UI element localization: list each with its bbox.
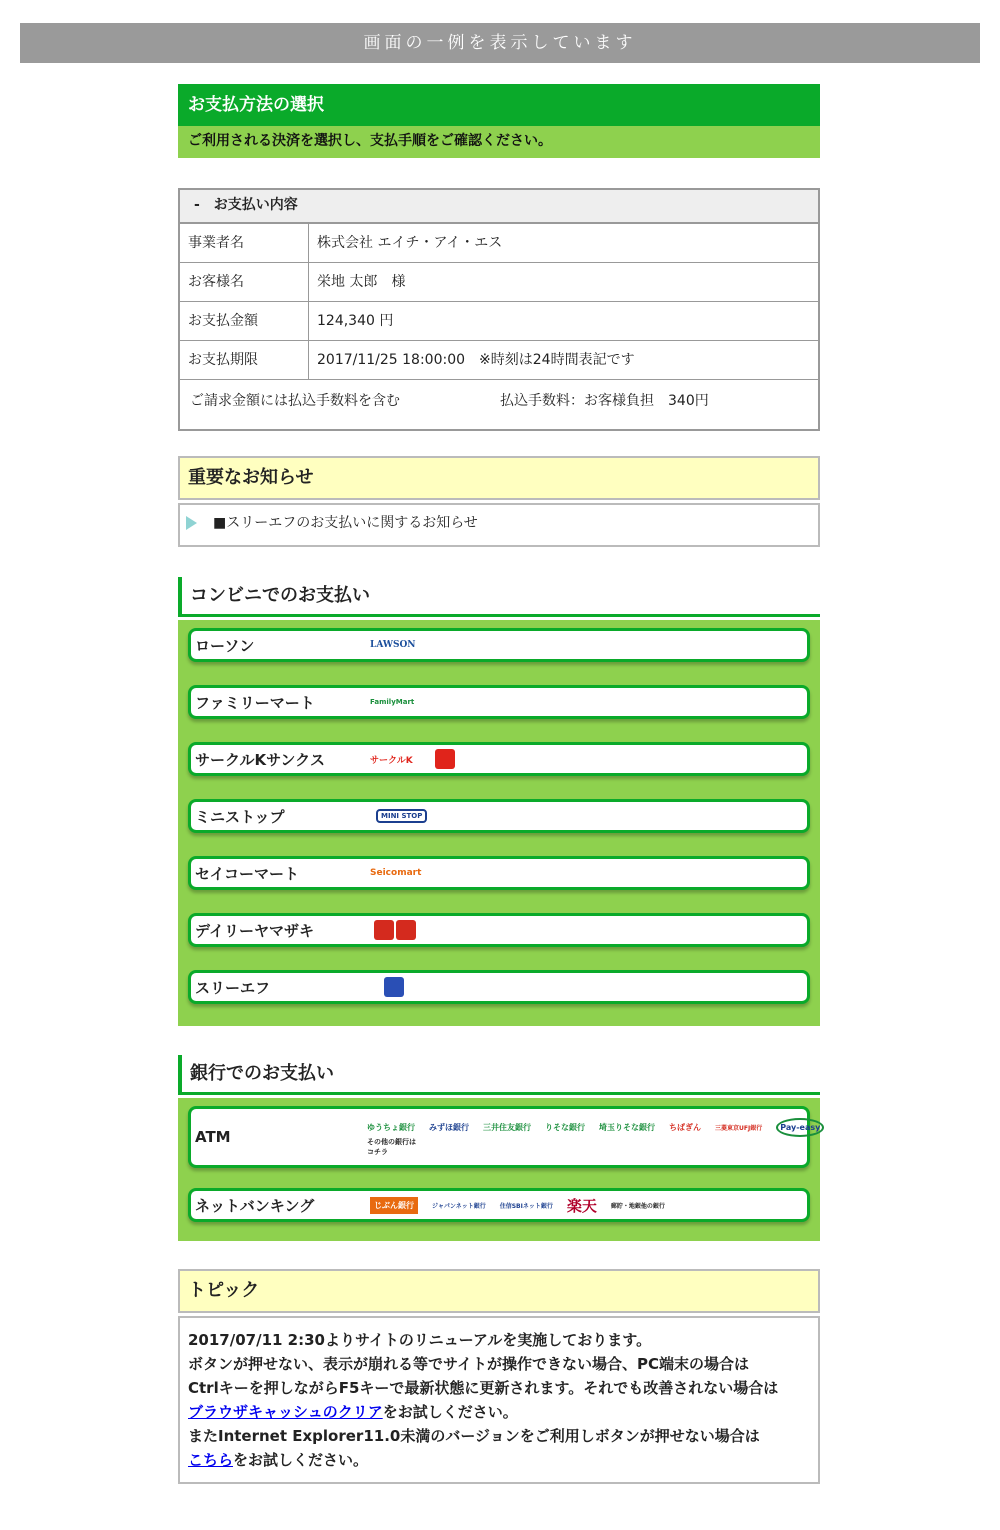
table-row bbox=[180, 341, 818, 380]
jibun-bank-logo: じぶん銀行 bbox=[370, 1197, 418, 1214]
fee-amount: 払込手数料：お客様負担 340円 bbox=[500, 393, 709, 409]
fee-note: ご請求金額には払込手数料を含む bbox=[190, 393, 400, 409]
saitama-resona-logo: 埼玉りそな銀行 bbox=[599, 1122, 655, 1132]
bank-title: 銀行でのお支払い bbox=[178, 1055, 820, 1095]
sbi-bank-logo: 住信SBIネット銀行 bbox=[499, 1202, 553, 1210]
store-name: ローソン bbox=[195, 636, 255, 655]
topic-line: をお試しください。 bbox=[382, 1403, 518, 1421]
important-item-label: ■スリーエフのお支払いに関するお知らせ bbox=[213, 515, 478, 531]
threef-logo bbox=[384, 977, 404, 997]
store-name: セイコーマート bbox=[195, 864, 299, 883]
other-banks-link[interactable]: その他の銀行はコチラ bbox=[367, 1137, 416, 1156]
important-notice bbox=[178, 456, 820, 547]
table-row bbox=[180, 224, 818, 263]
row-label: お客様名 bbox=[180, 263, 309, 301]
topic-body bbox=[178, 1316, 820, 1484]
payment-method-header bbox=[178, 84, 820, 158]
row-label: お支払金額 bbox=[180, 302, 309, 340]
important-title: 重要なお知らせ bbox=[178, 456, 820, 500]
bank-section bbox=[178, 1055, 820, 1241]
arrow-right-icon bbox=[186, 516, 197, 530]
topic-line: ボタンが押せない、表示が崩れる等でサイトが操作できない場合、PC端末の場合は bbox=[188, 1355, 749, 1373]
bank-panel bbox=[178, 1098, 820, 1241]
store-button-familymart[interactable] bbox=[188, 685, 810, 719]
payment-method-subtitle: ご利用される決済を選択し、支払手順をご確認ください。 bbox=[178, 126, 820, 158]
topic-line: Ctrlキーを押しながらF5キーで最新状態に更新されます。それでも改善されない場合は bbox=[188, 1379, 779, 1397]
store-name: ミニストップ bbox=[195, 807, 285, 826]
store-name: サークルKサンクス bbox=[195, 750, 325, 769]
circlek-logo: サークルK bbox=[370, 755, 413, 766]
important-item[interactable] bbox=[178, 503, 820, 547]
convenience-section bbox=[178, 577, 820, 1026]
topic-line: をお試しください。 bbox=[233, 1451, 369, 1469]
topic-section bbox=[178, 1269, 820, 1484]
convenience-title: コンビニでのお支払い bbox=[178, 577, 820, 617]
store-button-dailyyamazaki[interactable] bbox=[188, 913, 810, 947]
cache-clear-link[interactable]: ブラウザキャッシュのクリア bbox=[188, 1403, 383, 1421]
rakuten-logo: 楽天 bbox=[566, 1196, 597, 1215]
store-button-circlek[interactable] bbox=[188, 742, 810, 776]
store-name: スリーエフ bbox=[195, 978, 271, 997]
atm-button[interactable] bbox=[188, 1106, 821, 1168]
ministop-logo: MINI STOP bbox=[376, 809, 427, 823]
ie-help-link[interactable]: こちら bbox=[188, 1451, 234, 1469]
seicomart-logo: Seicomart bbox=[370, 868, 422, 878]
smbc-logo: 三井住友銀行 bbox=[483, 1122, 531, 1132]
row-value: 124,340 円 bbox=[317, 313, 394, 329]
topic-line: 2017/07/11 2:30よりサイトのリニューアルを実施しております。 bbox=[188, 1331, 652, 1349]
row-value: 株式会社 エイチ・アイ・エス bbox=[317, 235, 503, 251]
payment-details-header[interactable]: - お支払い内容 bbox=[180, 190, 818, 224]
row-value: 栄地 太郎 様 bbox=[317, 274, 406, 290]
topic-line: またInternet Explorer11.0未満のバージョンをご利用しボタンが押せない場合は bbox=[188, 1427, 760, 1445]
other-banks-logo[interactable]: 郵貯・地銀他の銀行 bbox=[610, 1202, 665, 1210]
convenience-panel bbox=[178, 620, 820, 1026]
sample-banner: 画面の一例を表示しています bbox=[20, 23, 980, 63]
payment-method-title: お支払方法の選択 bbox=[178, 84, 820, 126]
netbanking-button[interactable] bbox=[188, 1188, 810, 1222]
fee-row bbox=[180, 380, 818, 434]
atm-label: ATM bbox=[195, 1128, 231, 1146]
store-name: ファミリーマート bbox=[195, 693, 315, 712]
store-button-seicomart[interactable] bbox=[188, 856, 810, 890]
lawson-logo: LAWSON bbox=[370, 640, 416, 650]
mizuho-logo: みずほ銀行 bbox=[429, 1122, 469, 1132]
dailyyamazaki-logo bbox=[374, 920, 418, 941]
row-value: 2017/11/25 18:00:00 ※時刻は24時間表記です bbox=[317, 352, 635, 368]
store-button-ministop[interactable] bbox=[188, 799, 810, 833]
table-row bbox=[180, 263, 818, 302]
store-name: デイリーヤマザキ bbox=[195, 921, 314, 940]
row-label: お支払期限 bbox=[180, 341, 309, 379]
chibagin-logo: ちばぎん bbox=[669, 1122, 701, 1132]
store-button-lawson[interactable] bbox=[188, 628, 810, 662]
store-button-threef[interactable] bbox=[188, 970, 810, 1004]
sunkus-logo bbox=[435, 749, 455, 769]
netbanking-label: ネットバンキング bbox=[195, 1196, 315, 1215]
payment-details-table bbox=[178, 188, 820, 431]
topic-title: トピック bbox=[178, 1269, 820, 1313]
familymart-logo: FamilyMart bbox=[370, 698, 415, 706]
mufg-logo: 三菱東京UFJ銀行 bbox=[715, 1124, 763, 1132]
table-row bbox=[180, 302, 818, 341]
payeasy-logo: Pay-easy bbox=[776, 1118, 824, 1137]
resona-logo: りそな銀行 bbox=[545, 1122, 585, 1132]
row-label: 事業者名 bbox=[180, 224, 309, 262]
japannet-bank-logo: ジャパンネット銀行 bbox=[432, 1202, 486, 1210]
yucho-logo: ゆうちょ銀行 bbox=[367, 1122, 415, 1132]
